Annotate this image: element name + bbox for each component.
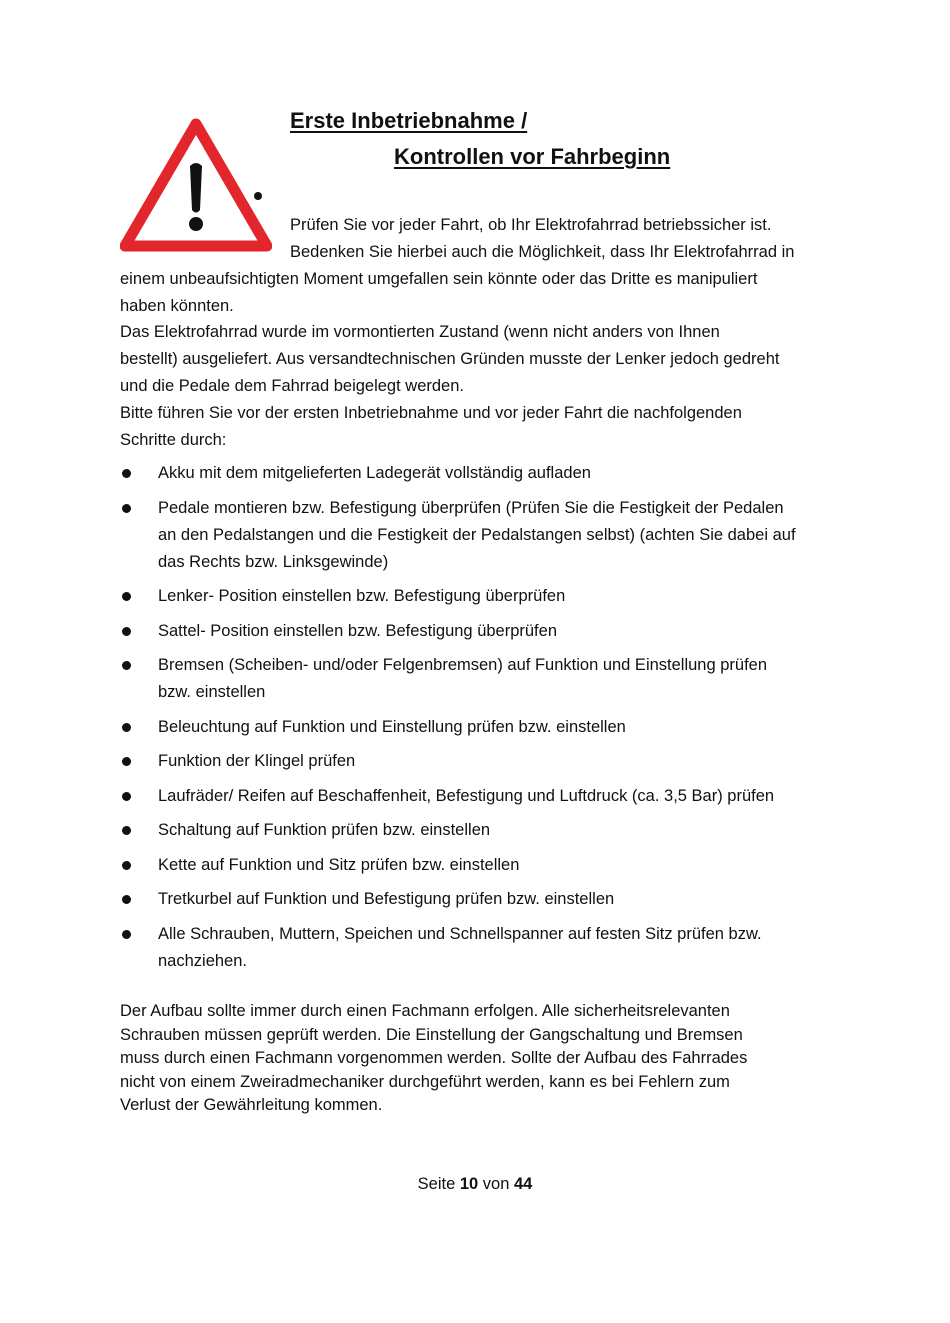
bullet-icon — [122, 592, 131, 601]
intro-line: haben könnten. — [120, 297, 234, 315]
list-item-text: Schaltung auf Funktion prüfen bzw. einstellen — [158, 821, 491, 839]
intro-line: bestellt) ausgeliefert. Aus versandtechnischen Gründen musste der Lenker jedoch gedreht — [120, 350, 780, 368]
closing-line: Verlust der Gewährleitung kommen. — [120, 1096, 383, 1115]
list-item-text: Laufräder/ Reifen auf Beschaffenheit, Befestigung und Luftdruck (ca. 3,5 Bar) prüfen — [158, 786, 775, 805]
intro-line: einem unbeaufsichtigten Moment umgefallen sein könnte oder das Dritte es manipuliert — [120, 270, 758, 288]
list-item-text: Tretkurbel auf Funktion und Befestigung prüfen bzw. einstellen — [158, 890, 615, 908]
list-item-text: Kette auf Funktion und Sitz prüfen bzw. einstellen — [158, 855, 520, 874]
total-page-count: 44 — [514, 1175, 533, 1193]
bullet-icon — [122, 627, 131, 636]
page-subtitle: Kontrollen vor Fahrbeginn — [394, 144, 671, 169]
list-item — [120, 652, 840, 706]
list-item-text: Sattel- Position einstellen bzw. Befestigung überprüfen — [158, 621, 557, 640]
list-item-text: das Rechts bzw. Linksgewinde) — [158, 552, 389, 571]
closing-line: Schrauben müssen geprüft werden. Die Einstellung der Gangschaltung und Bremsen — [120, 1025, 743, 1044]
intro-line: Prüfen Sie vor jeder Fahrt, ob Ihr Elektrofahrrad betriebssicher ist. — [290, 216, 772, 234]
warning-triangle-icon — [120, 118, 272, 252]
list-item-text: Lenker- Position einstellen bzw. Befestigung überprüfen — [158, 587, 566, 605]
list-item-text: Bremsen (Scheiben- und/oder Felgenbremsen) auf Funktion und Einstellung prüfen — [158, 656, 768, 674]
current-page-number: 10 — [459, 1175, 479, 1193]
list-item-text: Beleuchtung auf Funktion und Einstellung prüfen bzw. einstellen — [158, 717, 626, 736]
bullet-icon — [122, 792, 131, 801]
bullet-icon — [122, 826, 131, 835]
footer-prefix: Seite — [417, 1175, 456, 1193]
list-item — [120, 714, 840, 741]
bullet-icon — [122, 895, 131, 904]
list-item — [120, 495, 840, 576]
bullet-mark — [254, 192, 262, 200]
list-item — [120, 852, 840, 879]
list-item — [120, 817, 840, 844]
page-number-footer — [0, 1172, 950, 1196]
list-item — [120, 783, 840, 810]
intro-line: Bedenken Sie hierbei auch die Möglichkeit, dass Ihr Elektrofahrrad in — [290, 243, 795, 261]
bullet-icon — [122, 930, 131, 939]
bullet-icon — [122, 723, 131, 732]
list-item — [120, 583, 840, 610]
list-item-text: Funktion der Klingel prüfen — [158, 752, 356, 770]
list-item — [120, 460, 840, 487]
bullet-icon — [122, 661, 131, 670]
closing-line: nicht von einem Zweiradmechaniker durchgeführt werden, kann es bei Fehlern zum — [120, 1072, 730, 1091]
list-item — [120, 886, 840, 913]
list-item-text: Akku mit dem mitgelieferten Ladegerät vollständig aufladen — [158, 464, 591, 482]
closing-paragraph — [120, 1000, 747, 1118]
page-title: Erste Inbetriebnahme / — [290, 108, 528, 133]
bullet-icon — [122, 757, 131, 766]
intro-line: Das Elektrofahrrad wurde im vormontierten Zustand (wenn nicht anders von Ihnen — [120, 323, 720, 341]
bullet-icon — [122, 469, 131, 478]
list-item — [120, 618, 840, 645]
intro-line: Bitte führen Sie vor der ersten Inbetriebnahme und vor jeder Fahrt die nachfolgenden — [120, 404, 742, 422]
closing-line: muss durch einen Fachmann vorgenommen werden. Sollte der Aufbau des Fahrrades — [120, 1049, 748, 1068]
list-item-text: nachziehen. — [158, 951, 247, 970]
closing-line: Der Aufbau sollte immer durch einen Fachmann erfolgen. Alle sicherheitsrelevanten — [120, 1002, 730, 1020]
list-item-text: Alle Schrauben, Muttern, Speichen und Schnellspanner auf festen Sitz prüfen bzw. — [158, 924, 762, 943]
checklist — [120, 460, 840, 982]
list-item-text: an den Pedalstangen und die Festigkeit der Pedalstangen selbst) (achten Sie dabei auf — [158, 525, 796, 544]
intro-line: Schritte durch: — [120, 431, 227, 449]
bullet-icon — [122, 861, 131, 870]
intro-line: und die Pedale dem Fahrrad beigelegt werden. — [120, 377, 464, 395]
footer-middle: von — [482, 1175, 510, 1193]
list-item-text: bzw. einstellen — [158, 683, 266, 701]
list-item — [120, 748, 840, 775]
bullet-icon — [122, 504, 131, 513]
list-item — [120, 921, 840, 975]
list-item-text: Pedale montieren bzw. Befestigung überprüfen (Prüfen Sie die Festigkeit der Pedalen — [158, 498, 784, 517]
